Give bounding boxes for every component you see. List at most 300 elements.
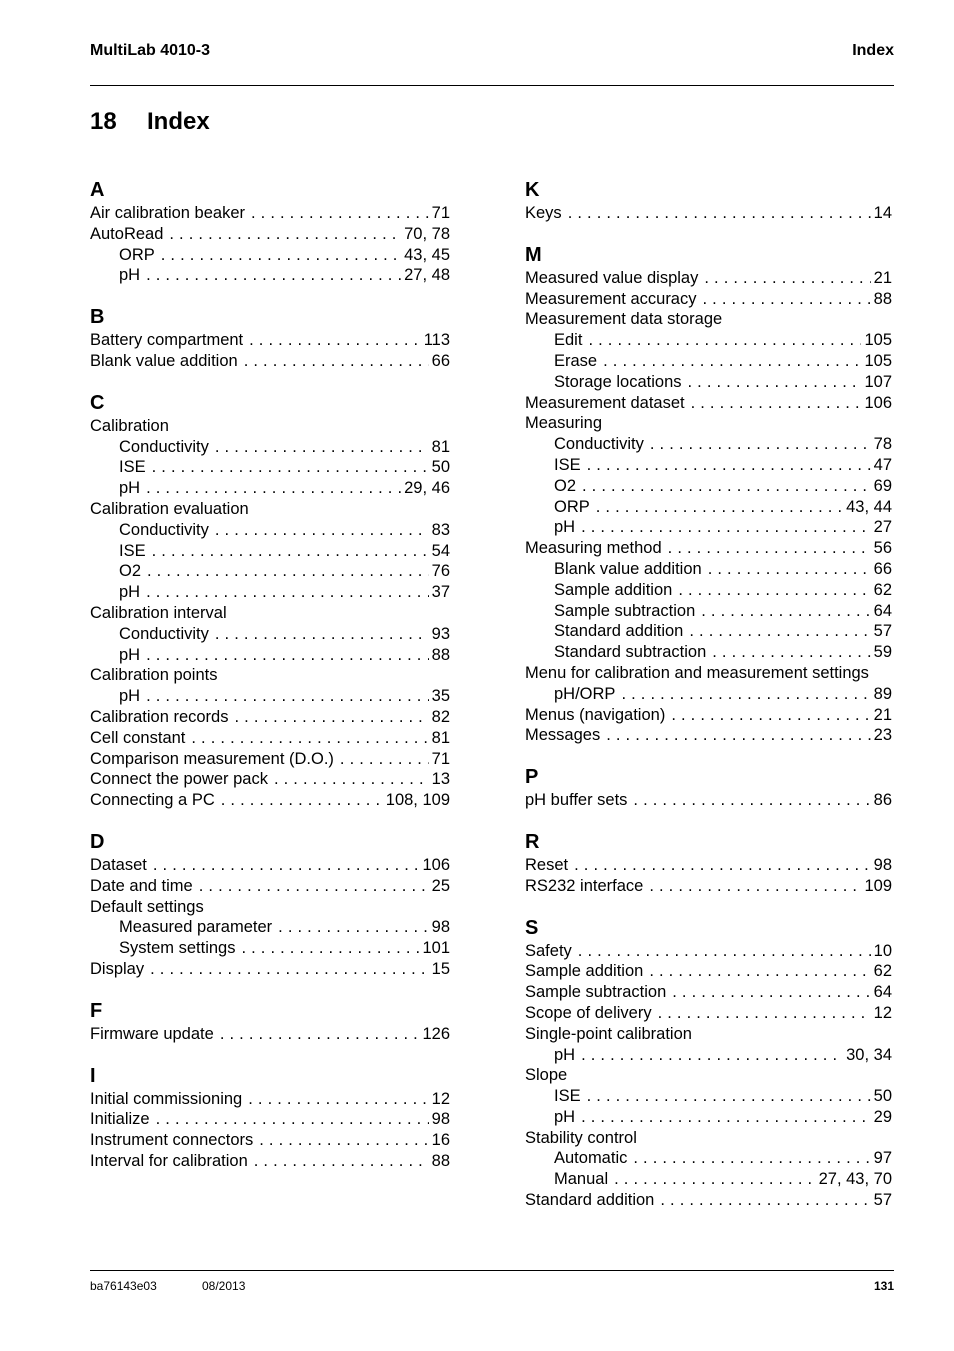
index-term: Menus (navigation)	[525, 705, 666, 724]
index-subentry	[525, 1169, 892, 1190]
index-term: O2	[554, 476, 577, 495]
index-term: Initial commissioning	[90, 1089, 243, 1108]
index-subentry	[525, 642, 892, 663]
index-subentry	[525, 455, 892, 476]
dot-leader	[671, 705, 870, 726]
index-page-numbers: 81	[431, 437, 450, 456]
index-page-numbers: 10	[873, 941, 892, 960]
index-term: Blank value addition	[554, 559, 702, 578]
index-page-numbers: 35	[431, 687, 450, 706]
index-page-numbers: 13	[431, 770, 450, 789]
index-page-numbers: 23	[873, 726, 892, 745]
index-page-numbers: 54	[431, 541, 450, 560]
index-page-numbers: 88	[431, 645, 450, 664]
index-term: Stability control	[525, 1128, 637, 1147]
index-entry	[90, 330, 450, 351]
index-page-numbers: 27	[873, 518, 892, 537]
index-entry	[525, 725, 892, 746]
index-subentry	[525, 1148, 892, 1169]
index-section-i	[90, 1063, 450, 1172]
index-letter-heading: C	[90, 391, 105, 414]
index-term: ORP	[554, 497, 590, 516]
index-term: Measuring	[525, 414, 603, 433]
index-term: Standard addition	[525, 1191, 655, 1210]
index-section-d	[90, 829, 450, 980]
index-page-numbers: 30, 34	[846, 1045, 892, 1064]
index-page-numbers: 98	[873, 855, 892, 874]
index-entry	[90, 876, 450, 897]
index-page-numbers: 78	[873, 435, 892, 454]
index-term: Measuring method	[525, 539, 662, 558]
index-term: Measured parameter	[119, 918, 273, 937]
index-term: Display	[90, 959, 145, 978]
dot-leader	[708, 559, 871, 580]
index-term: Measurement data storage	[525, 310, 723, 329]
index-subentry	[525, 372, 892, 393]
dot-leader	[340, 749, 429, 770]
index-page-numbers: 126	[422, 1024, 450, 1043]
index-term: Standard addition	[554, 622, 684, 641]
index-entry	[90, 1024, 450, 1045]
index-page-numbers: 64	[873, 601, 892, 620]
dot-leader	[658, 1003, 871, 1024]
index-term: Erase	[554, 351, 598, 370]
index-entry	[525, 705, 892, 726]
dot-leader	[649, 961, 870, 982]
dot-leader	[578, 941, 871, 962]
index-section-k	[525, 177, 892, 224]
index-term: Messages	[525, 726, 601, 745]
dot-leader	[672, 982, 870, 1003]
index-term: Conductivity	[119, 437, 209, 456]
index-section-s	[525, 915, 892, 1211]
index-subentry	[90, 624, 450, 645]
dot-leader	[221, 790, 383, 811]
index-term: pH	[119, 479, 141, 498]
index-term: Air calibration beaker	[90, 204, 245, 222]
dot-leader	[153, 855, 420, 876]
index-entry	[90, 769, 450, 790]
index-letter-heading: B	[90, 306, 105, 329]
index-page-numbers: 50	[431, 458, 450, 477]
index-term: pH buffer sets	[525, 791, 628, 810]
dot-leader	[191, 728, 428, 749]
index-term: Comparison measurement (D.O.)	[90, 749, 334, 768]
index-entry	[525, 1003, 892, 1024]
footer-page-number: 131	[873, 1279, 894, 1293]
index-entry	[525, 268, 892, 289]
dot-leader	[248, 1089, 428, 1110]
index-subentry	[525, 330, 892, 351]
index-term: Automatic	[554, 1149, 628, 1168]
index-term: Sample subtraction	[525, 983, 667, 1002]
index-term: Edit	[554, 331, 583, 350]
index-page-numbers: 66	[431, 351, 450, 370]
index-letter-heading: I	[90, 1064, 96, 1087]
index-section-m	[525, 242, 892, 746]
index-page-numbers: 107	[864, 372, 892, 391]
index-page-numbers: 105	[864, 351, 892, 370]
index-term: Keys	[525, 204, 562, 222]
index-term: Battery compartment	[90, 331, 244, 350]
dot-leader	[588, 330, 861, 351]
index-subentry	[525, 684, 892, 705]
index-term: Menu for calibration and measurement settings	[525, 663, 869, 682]
index-page-numbers: 97	[873, 1149, 892, 1168]
index-page-numbers: 76	[431, 562, 450, 581]
index-term: RS232 interface	[525, 876, 644, 895]
index-page-numbers: 88	[431, 1151, 450, 1170]
index-term: Initialize	[90, 1110, 150, 1129]
index-entry	[525, 941, 892, 962]
index-entry	[525, 1190, 892, 1211]
index-page-numbers: 66	[873, 559, 892, 578]
index-entry	[525, 393, 892, 414]
index-page-numbers: 98	[431, 1110, 450, 1129]
index-entry	[525, 1128, 892, 1149]
index-page-numbers: 29, 46	[404, 479, 450, 498]
dot-leader	[603, 351, 861, 372]
index-page-numbers: 88	[873, 289, 892, 308]
index-page-numbers: 93	[431, 624, 450, 643]
index-entry	[525, 538, 892, 559]
index-page-numbers: 25	[431, 876, 450, 895]
footer-doc-id: ba76143e03	[90, 1279, 157, 1293]
index-page-numbers: 109	[864, 876, 892, 895]
index-term: Firmware update	[90, 1024, 214, 1043]
index-subentry	[90, 457, 450, 478]
index-term: Manual	[554, 1170, 609, 1189]
dot-leader	[703, 289, 871, 310]
index-subentry	[90, 245, 450, 266]
index-entry	[525, 289, 892, 310]
index-term: Measured value display	[525, 268, 699, 287]
index-page-numbers: 81	[431, 728, 450, 747]
dot-leader	[161, 245, 401, 266]
index-term: Connect the power pack	[90, 770, 268, 789]
index-term: Calibration interval	[90, 603, 227, 622]
index-page-numbers: 47	[873, 455, 892, 474]
index-term: pH	[119, 687, 141, 706]
index-page-numbers: 64	[873, 983, 892, 1002]
dot-leader	[254, 1151, 429, 1172]
index-entry	[90, 728, 450, 749]
index-letter-heading: R	[525, 830, 540, 853]
index-entry	[90, 790, 450, 811]
index-entry	[90, 1151, 450, 1172]
index-entry	[525, 982, 892, 1003]
footer-rule	[90, 1270, 894, 1271]
index-letter-heading: D	[90, 830, 105, 853]
index-term: Dataset	[90, 855, 147, 874]
index-subentry	[90, 686, 450, 707]
index-subentry	[90, 520, 450, 541]
dot-leader	[701, 601, 870, 622]
index-letter-heading: M	[525, 243, 542, 266]
dot-leader	[689, 621, 870, 642]
index-term: Conductivity	[554, 435, 644, 454]
index-page-numbers: 69	[873, 476, 892, 495]
footer-date: 08/2013	[202, 1279, 246, 1293]
index-column-right	[525, 177, 892, 1229]
dot-leader	[152, 457, 429, 478]
dot-leader	[582, 476, 871, 497]
index-page-numbers: 113	[423, 331, 450, 350]
index-subentry	[525, 580, 892, 601]
index-subentry	[525, 434, 892, 455]
dot-leader	[146, 686, 429, 707]
dot-leader	[660, 1190, 870, 1211]
index-term: ISE	[119, 458, 146, 477]
dot-leader	[621, 684, 870, 705]
chapter-number: 18	[90, 108, 117, 135]
index-term: Date and time	[90, 876, 193, 895]
dot-leader	[146, 582, 429, 603]
index-subentry	[90, 938, 450, 959]
index-entry	[525, 1024, 892, 1045]
index-term: ORP	[119, 245, 155, 264]
dot-leader	[156, 1109, 429, 1130]
index-subentry	[525, 476, 892, 497]
index-term: Calibration points	[90, 666, 218, 685]
index-letter-heading: S	[525, 916, 539, 939]
dot-leader	[712, 642, 870, 663]
index-term: Scope of delivery	[525, 1003, 652, 1022]
dot-leader	[241, 938, 419, 959]
index-page-numbers: 27, 43, 70	[818, 1170, 892, 1189]
index-subentry	[525, 559, 892, 580]
dot-leader	[152, 541, 429, 562]
index-entry	[90, 351, 450, 372]
index-term: Default settings	[90, 897, 204, 916]
dot-leader	[244, 351, 429, 372]
index-term: AutoRead	[90, 224, 164, 243]
dot-leader	[146, 265, 401, 286]
dot-leader	[199, 876, 429, 897]
index-page-numbers: 37	[431, 583, 450, 602]
index-entry	[525, 413, 892, 434]
index-subentry	[90, 561, 450, 582]
index-entry	[90, 665, 450, 686]
index-page-numbers: 101	[422, 939, 450, 958]
index-page-numbers: 62	[873, 580, 892, 599]
index-page-numbers: 62	[873, 962, 892, 981]
index-subentry	[525, 1086, 892, 1107]
index-subentry	[525, 601, 892, 622]
dot-leader	[614, 1169, 815, 1190]
dot-leader	[678, 580, 870, 601]
index-entry	[90, 203, 450, 224]
index-term: Measurement dataset	[525, 393, 685, 412]
index-page-numbers: 50	[873, 1087, 892, 1106]
index-term: Sample addition	[554, 580, 673, 599]
index-subentry	[525, 517, 892, 538]
dot-leader	[169, 224, 401, 245]
index-entry	[525, 203, 892, 224]
index-letter-heading: K	[525, 179, 540, 201]
index-term: Standard subtraction	[554, 643, 707, 662]
index-page-numbers: 57	[873, 1191, 892, 1210]
index-term: pH	[119, 583, 141, 602]
index-entry	[525, 855, 892, 876]
dot-leader	[259, 1130, 428, 1151]
index-term: Cell constant	[90, 728, 186, 747]
index-term: Storage locations	[554, 372, 682, 391]
index-term: Calibration records	[90, 707, 229, 726]
index-entry	[90, 749, 450, 770]
index-term: pH/ORP	[554, 684, 616, 703]
index-page-numbers: 106	[864, 393, 892, 412]
index-section-a	[90, 177, 450, 286]
dot-leader	[274, 769, 429, 790]
index-subentry	[90, 645, 450, 666]
index-page-numbers: 43, 45	[404, 245, 450, 264]
index-letter-heading: A	[90, 179, 105, 201]
dot-leader	[215, 624, 429, 645]
index-subentry	[90, 541, 450, 562]
dot-leader	[633, 790, 870, 811]
index-entry	[90, 855, 450, 876]
index-entry	[525, 876, 892, 897]
index-term: O2	[119, 562, 142, 581]
header-rule	[90, 85, 894, 86]
index-term: Blank value addition	[90, 351, 238, 370]
index-term: ISE	[554, 455, 581, 474]
index-term: pH	[119, 266, 141, 285]
index-term: Calibration	[90, 416, 169, 435]
index-term: Conductivity	[119, 520, 209, 539]
index-page-numbers: 98	[431, 918, 450, 937]
index-page-numbers: 27, 48	[404, 266, 450, 285]
index-term: ISE	[554, 1087, 581, 1106]
dot-leader	[668, 538, 871, 559]
index-page-numbers: 16	[431, 1131, 450, 1150]
index-entry	[525, 790, 892, 811]
index-term: Slope	[525, 1066, 568, 1085]
index-section-c	[90, 390, 450, 811]
dot-leader	[587, 455, 871, 476]
dot-leader	[220, 1024, 420, 1045]
header-section-name: Index	[852, 42, 894, 59]
dot-leader	[581, 1045, 843, 1066]
index-page-numbers: 12	[873, 1003, 892, 1022]
dot-leader	[150, 959, 429, 980]
page-header	[90, 42, 894, 64]
index-entry	[90, 416, 450, 437]
index-page-numbers: 71	[431, 749, 450, 768]
index-entry	[90, 707, 450, 728]
index-page-numbers: 21	[873, 268, 892, 287]
dot-leader	[147, 561, 429, 582]
index-page-numbers: 59	[873, 643, 892, 662]
index-page-numbers: 82	[431, 707, 450, 726]
index-entry	[525, 663, 892, 684]
index-page-numbers: 21	[873, 705, 892, 724]
index-page-numbers: 83	[431, 520, 450, 539]
index-section-p	[525, 764, 892, 811]
header-product-name: MultiLab 4010-3	[90, 42, 211, 59]
index-section-r	[525, 829, 892, 897]
dot-leader	[581, 517, 871, 538]
index-term: pH	[554, 1045, 576, 1064]
chapter-title: Index	[147, 108, 210, 135]
dot-leader	[649, 876, 861, 897]
page-title	[90, 108, 210, 136]
index-subentry	[90, 437, 450, 458]
index-entry	[90, 224, 450, 245]
index-letter-heading: P	[525, 766, 539, 789]
dot-leader	[581, 1107, 871, 1128]
index-section-f	[90, 998, 450, 1045]
index-subentry	[525, 1107, 892, 1128]
index-subentry	[90, 582, 450, 603]
dot-leader	[215, 437, 429, 458]
dot-leader	[146, 478, 401, 499]
dot-leader	[704, 268, 870, 289]
dot-leader	[650, 434, 871, 455]
index-page-numbers: 56	[873, 539, 892, 558]
dot-leader	[249, 330, 421, 351]
index-subentry	[90, 478, 450, 499]
index-column-left	[90, 177, 450, 1190]
index-term: Interval for calibration	[90, 1151, 248, 1170]
dot-leader	[574, 855, 871, 876]
index-page-numbers: 43, 44	[846, 497, 892, 516]
dot-leader	[633, 1148, 870, 1169]
index-subentry	[525, 497, 892, 518]
index-page-numbers: 14	[873, 204, 892, 222]
dot-leader	[234, 707, 428, 728]
index-entry	[90, 897, 450, 918]
dot-leader	[688, 372, 862, 393]
dot-leader	[278, 917, 428, 938]
index-section-b	[90, 304, 450, 372]
index-entry	[90, 603, 450, 624]
index-entry	[525, 309, 892, 330]
index-page-numbers: 86	[873, 791, 892, 810]
dot-leader	[215, 520, 429, 541]
index-term: pH	[119, 645, 141, 664]
index-subentry	[525, 1045, 892, 1066]
index-page-numbers: 108, 109	[385, 791, 450, 810]
index-page-numbers: 71	[431, 204, 450, 222]
index-subentry	[90, 917, 450, 938]
dot-leader	[606, 725, 870, 746]
index-page-numbers: 105	[864, 331, 892, 350]
index-entry	[525, 961, 892, 982]
index-term: pH	[554, 518, 576, 537]
index-page-numbers: 106	[422, 855, 450, 874]
index-page-numbers: 70, 78	[404, 224, 450, 243]
index-page-numbers: 29	[873, 1107, 892, 1126]
index-entry	[90, 1089, 450, 1110]
index-term: Sample subtraction	[554, 601, 696, 620]
index-term: Reset	[525, 855, 569, 874]
index-page-numbers: 12	[431, 1089, 450, 1108]
dot-leader	[146, 645, 429, 666]
index-term: Conductivity	[119, 624, 209, 643]
index-term: Calibration evaluation	[90, 499, 249, 518]
dot-leader	[251, 203, 429, 224]
index-subentry	[90, 265, 450, 286]
index-entry	[90, 959, 450, 980]
index-page-numbers: 89	[873, 684, 892, 703]
dot-leader	[691, 393, 862, 414]
index-entry	[525, 1065, 892, 1086]
index-term: Single-point calibration	[525, 1024, 692, 1043]
dot-leader	[587, 1086, 871, 1107]
index-page-numbers: 15	[431, 959, 450, 978]
